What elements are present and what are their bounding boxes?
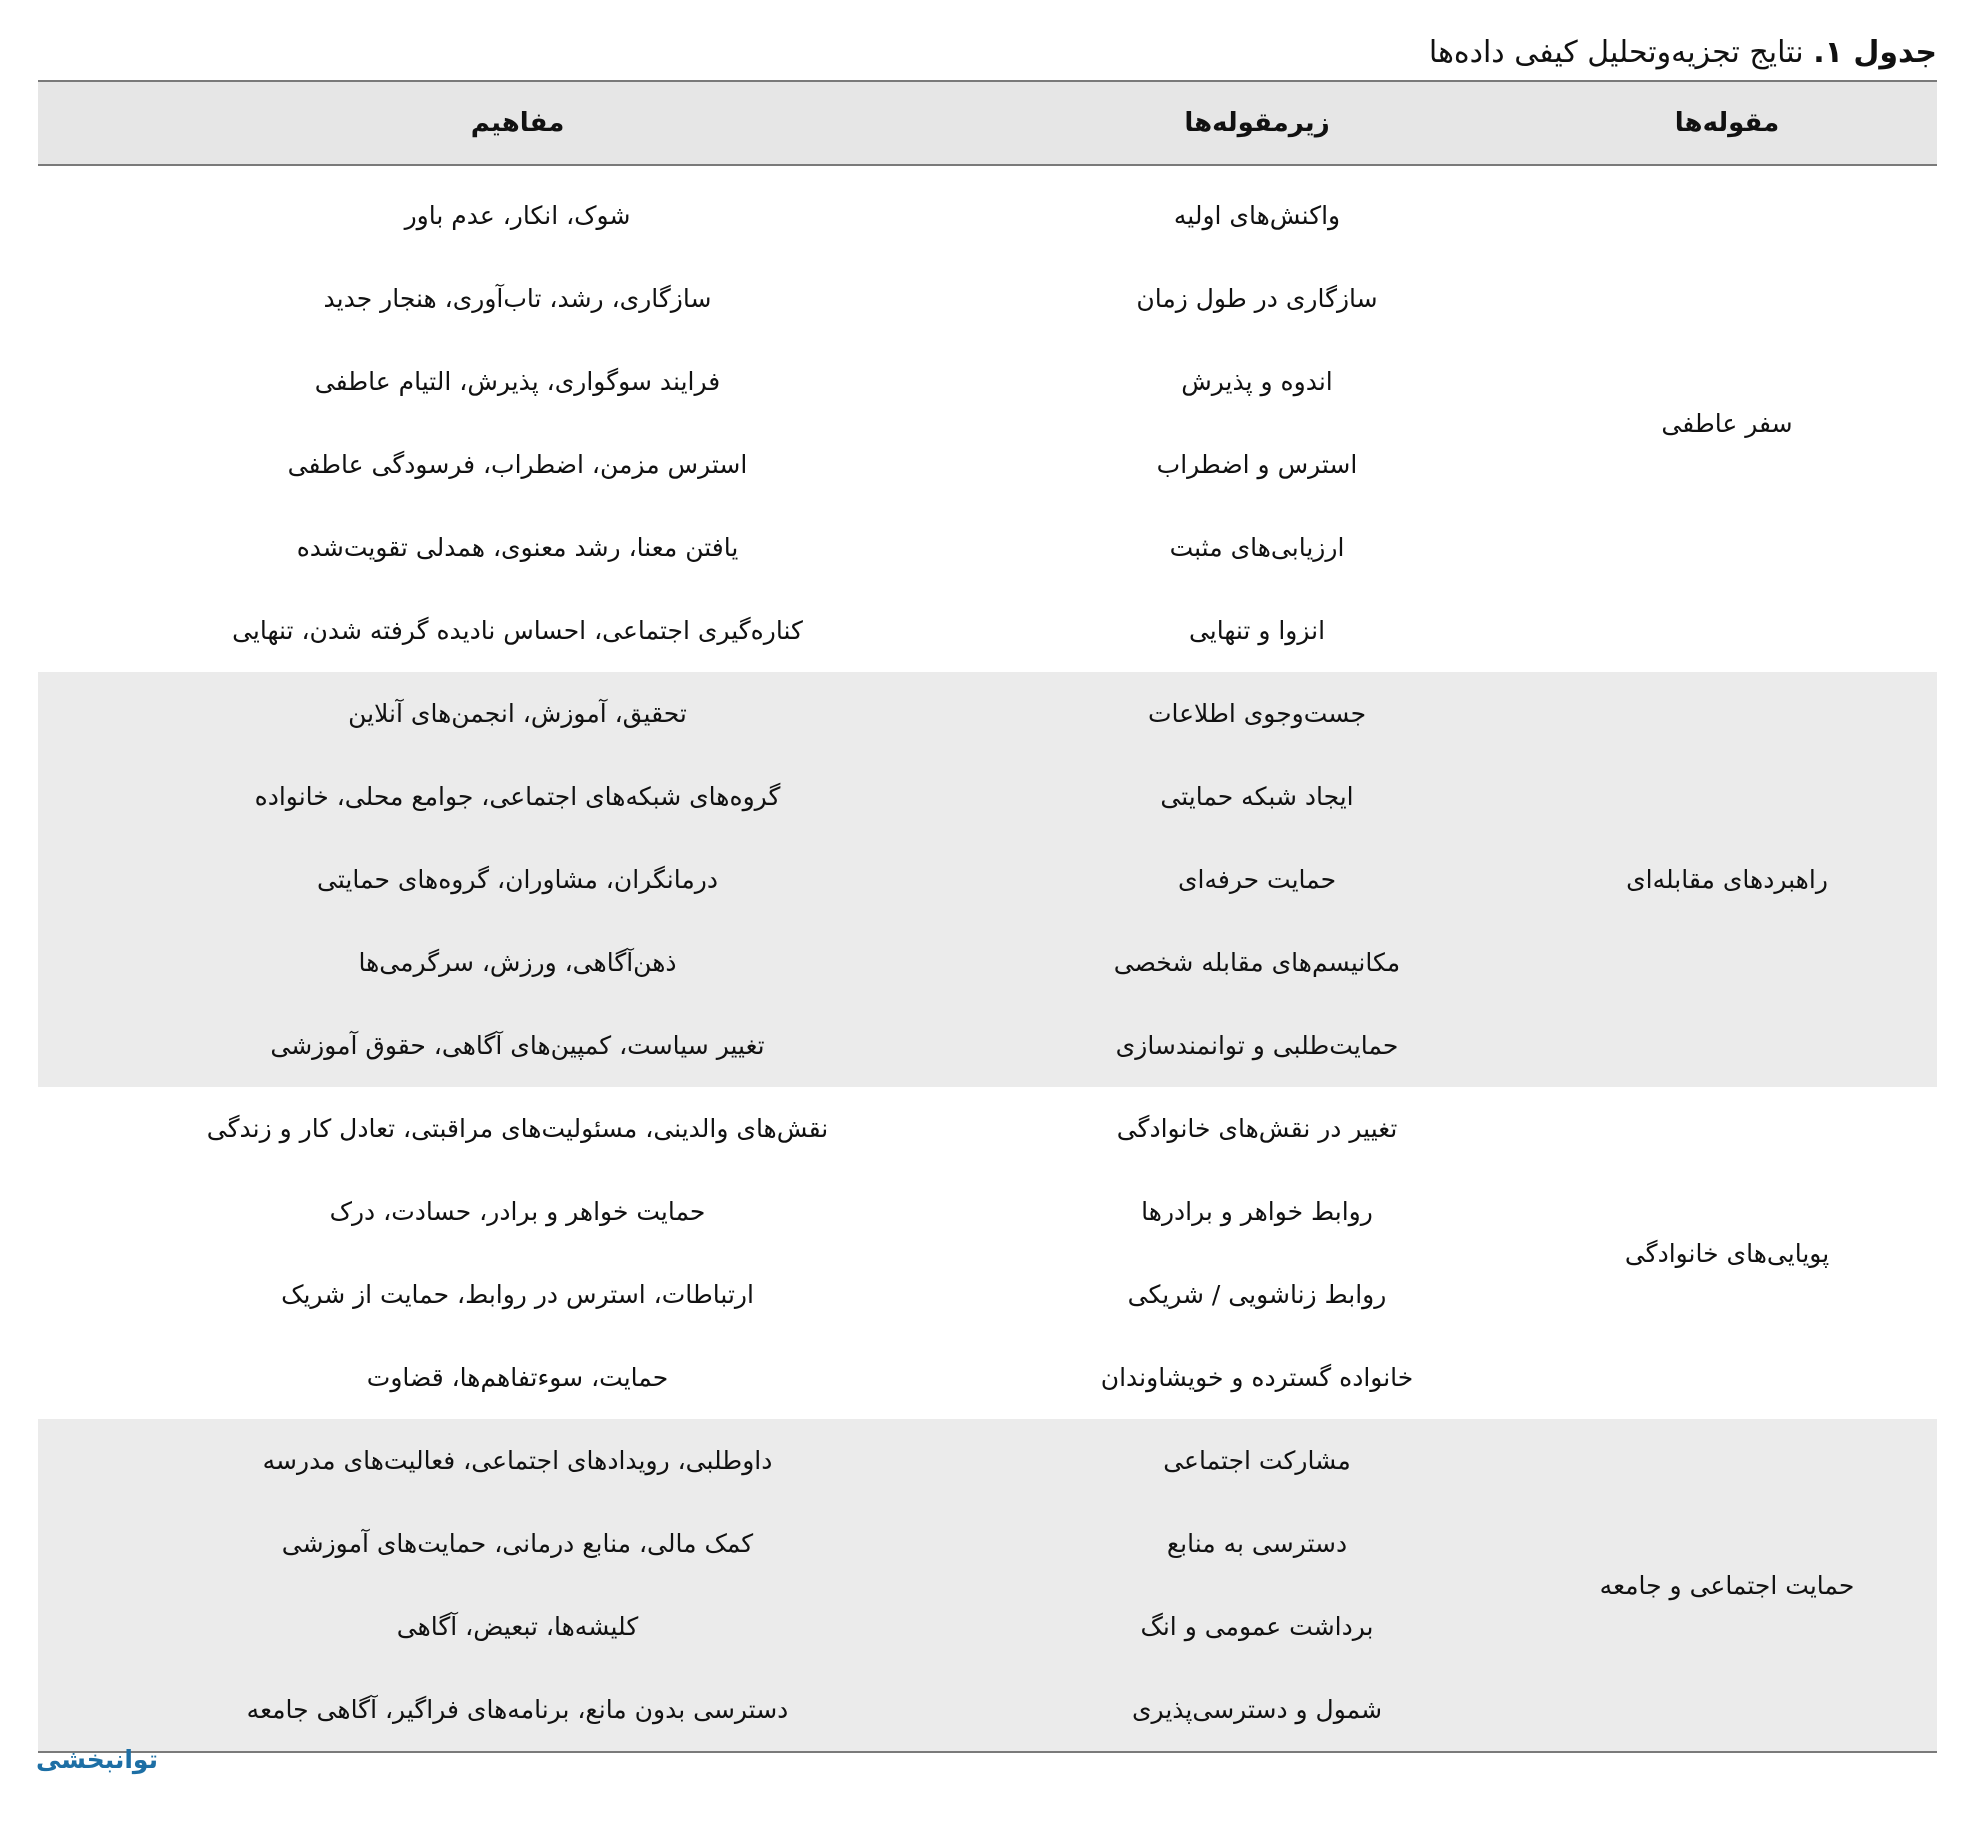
concepts-cell: یافتن معنا، رشد معنوی، همدلی تقویت‌شده	[296, 533, 739, 562]
concepts-cell: تحقیق، آموزش، انجمن‌های آنلاین	[38, 672, 997, 755]
subcategory-cell: ایجاد شبکه حمایتی	[997, 755, 1517, 838]
concepts-cell: حمایت، سوءتفاهم‌ها، قضاوت	[366, 1363, 669, 1392]
concepts-cell: کناره‌گیری اجتماعی، احساس نادیده گرفته شدن، تنهایی	[232, 616, 803, 645]
subcategory-cell: واکنش‌های اولیه	[1173, 201, 1341, 230]
journal-logo: توانبخشی	[36, 1745, 158, 1774]
table-row	[38, 1087, 1937, 1170]
subcategory-cell: تغییر در نقش‌های خانوادگی	[1116, 1114, 1398, 1143]
subcategory-cell: مکانیسم‌های مقابله شخصی	[997, 921, 1517, 1004]
concepts-cell: کمک مالی، منابع درمانی، حمایت‌های آموزشی	[38, 1502, 997, 1585]
subcategory-cell: روابط زناشویی / شریکی	[1127, 1280, 1387, 1309]
subcategory-cell: حمایت‌طلبی و توانمندسازی	[997, 1004, 1517, 1087]
concepts-cell: سازگاری، رشد، تاب‌آوری، هنجار جدید	[323, 284, 712, 313]
subcategory-cell: روابط خواهر و برادرها	[1141, 1197, 1373, 1226]
concepts-cell: ذهن‌آگاهی، ورزش، سرگرمی‌ها	[38, 921, 997, 1004]
subcategory-cell: مشارکت اجتماعی	[997, 1419, 1517, 1502]
concepts-cell: دسترسی بدون مانع، برنامه‌های فراگیر، آگاهی جامعه	[38, 1668, 997, 1752]
category-cell: سفر عاطفی	[1661, 408, 1793, 438]
table-caption-text: نتایج تجزیه‌وتحلیل کیفی داده‌ها	[1428, 35, 1804, 70]
table-row	[38, 1419, 1937, 1502]
concepts-cell: کلیشه‌ها، تبعیض، آگاهی	[38, 1585, 997, 1668]
subcategory-cell: ارزیابی‌های مثبت	[1169, 533, 1345, 562]
category-cell: حمایت اجتماعی و جامعه	[1517, 1419, 1937, 1752]
subcategory-cell: دسترسی به منابع	[997, 1502, 1517, 1585]
concepts-cell: درمانگران، مشاوران، گروه‌های حمایتی	[38, 838, 997, 921]
header-category: مقوله‌ها	[1517, 81, 1937, 165]
subcategory-cell: جست‌وجوی اطلاعات	[997, 672, 1517, 755]
table-row	[38, 672, 1937, 755]
concepts-cell: فرایند سوگواری، پذیرش، التیام عاطفی	[314, 367, 721, 396]
category-cell: پویایی‌های خانوادگی	[1624, 1238, 1830, 1268]
subcategory-cell: اندوه و پذیرش	[1181, 367, 1333, 396]
category-cell: راهبردهای مقابله‌ای	[1517, 672, 1937, 1087]
concepts-cell: حمایت خواهر و برادر، حسادت، درک	[329, 1197, 706, 1226]
table-caption-label: جدول ۱.	[1813, 35, 1937, 70]
subcategory-cell: انزوا و تنهایی	[1188, 616, 1326, 645]
concepts-cell: استرس مزمن، اضطراب، فرسودگی عاطفی	[287, 450, 748, 479]
subcategory-cell: شمول و دسترسی‌پذیری	[997, 1668, 1517, 1752]
header-subcategory: زیرمقوله‌ها	[997, 81, 1517, 165]
subcategory-cell: حمایت حرفه‌ای	[997, 838, 1517, 921]
subcategory-cell: خانواده گسترده و خویشاوندان	[1100, 1363, 1414, 1392]
results-table-container	[38, 80, 1937, 1753]
concepts-cell: تغییر سیاست، کمپین‌های آگاهی، حقوق آموزشی	[38, 1004, 997, 1087]
concepts-cell: گروه‌های شبکه‌های اجتماعی، جوامع محلی، خانواده	[38, 755, 997, 838]
subcategory-cell: برداشت عمومی و انگ	[997, 1585, 1517, 1668]
table-row	[38, 165, 1937, 257]
table-header-row	[38, 81, 1937, 165]
concepts-cell: داوطلبی، رویدادهای اجتماعی، فعالیت‌های مدرسه	[38, 1419, 997, 1502]
table-body	[38, 165, 1937, 1752]
concepts-cell: نقش‌های والدینی، مسئولیت‌های مراقبتی، تعادل کار و زندگی	[206, 1114, 829, 1143]
subcategory-cell: سازگاری در طول زمان	[1136, 284, 1378, 313]
concepts-cell: ارتباطات، استرس در روابط، حمایت از شریک	[281, 1280, 754, 1309]
subcategory-cell: استرس و اضطراب	[1156, 450, 1358, 479]
results-table	[38, 80, 1937, 1753]
header-concepts: مفاهیم	[38, 81, 997, 165]
concepts-cell: شوک، انکار، عدم باور	[404, 201, 631, 230]
table-caption	[1429, 30, 1937, 76]
